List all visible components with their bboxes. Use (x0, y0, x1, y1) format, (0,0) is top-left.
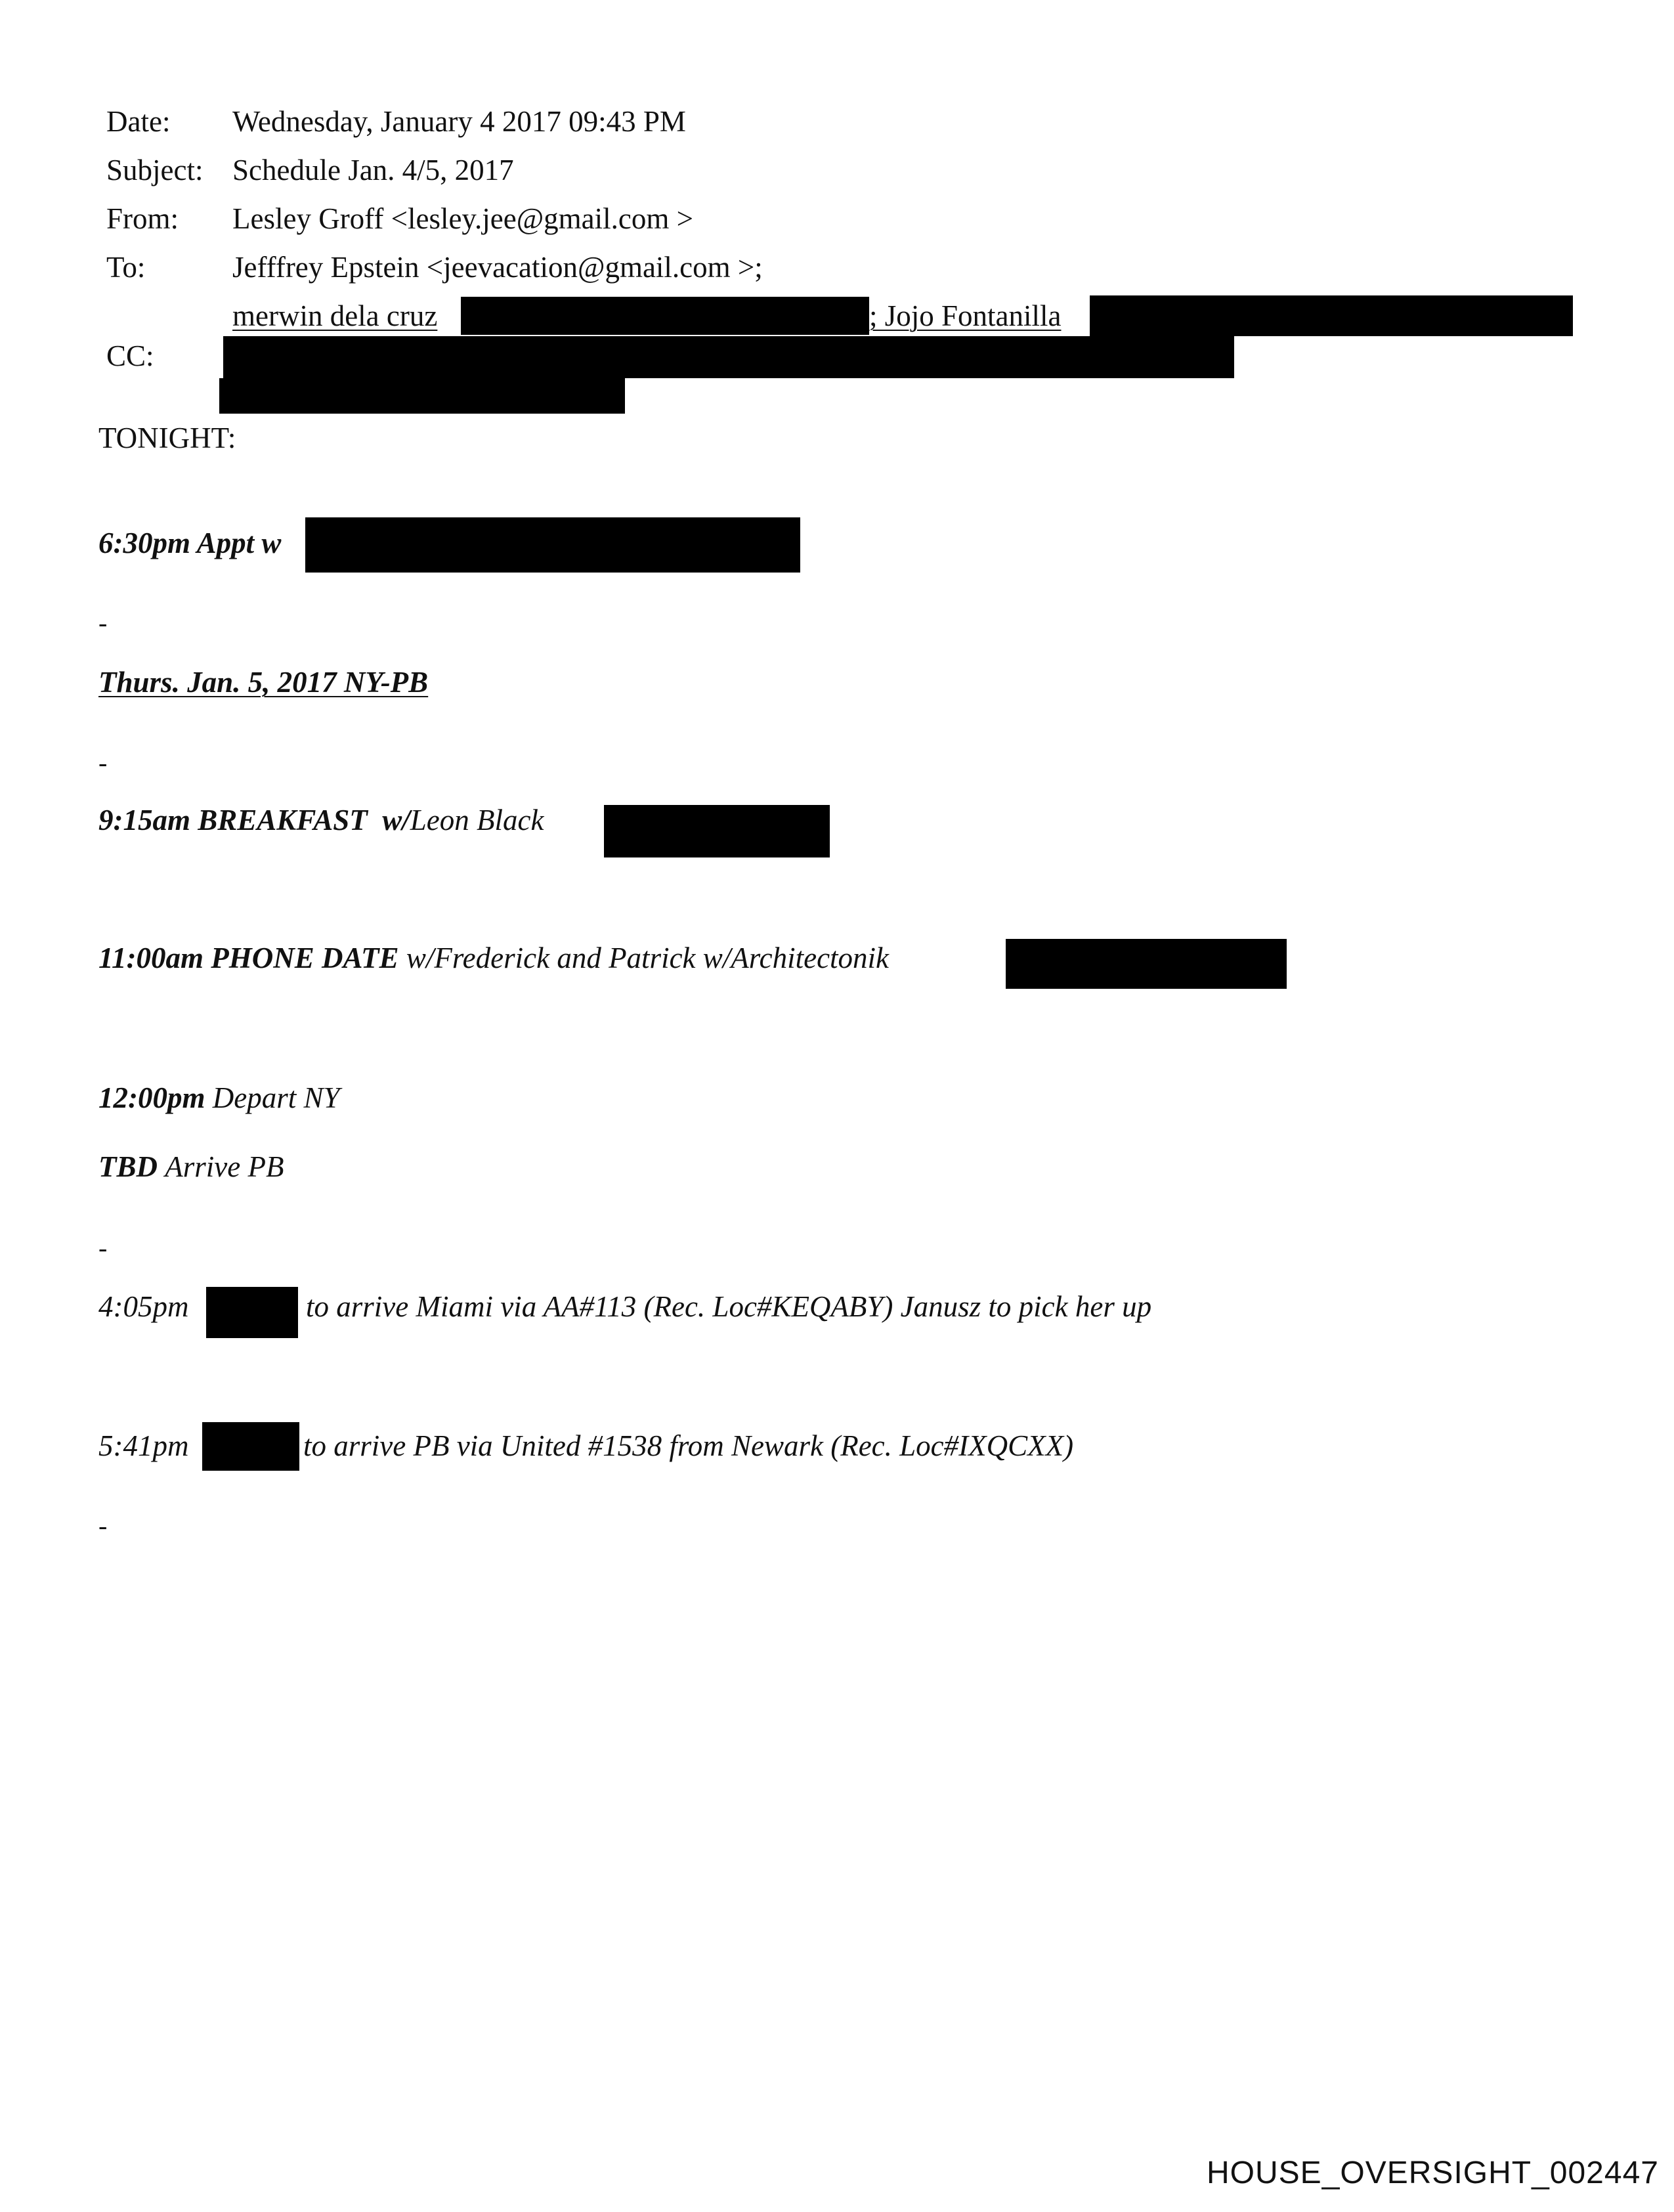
separator-dash: - (98, 748, 108, 777)
to-value-line1: Jefffrey Epstein <jeevacation@gmail.com >; (232, 251, 763, 284)
phone-time: 11:00am (98, 942, 204, 974)
from-value: Lesley Groff <lesley.jee@gmail.com > (232, 202, 693, 235)
bates-number: HOUSE_OVERSIGHT_002447 (1207, 2156, 1659, 2190)
redaction-block (202, 1422, 299, 1471)
to-recipient-jojo: ; Jojo Fontanilla (869, 299, 1062, 332)
redaction-block (305, 517, 800, 573)
to-label: To: (106, 251, 146, 284)
redaction-block (206, 1287, 298, 1338)
subject-value: Schedule Jan. 4/5, 2017 (232, 154, 514, 186)
redaction-block (1090, 295, 1573, 336)
breakfast-with: w/ (382, 804, 410, 836)
day-heading: Thurs. Jan. 5, 2017 NY-PB (98, 666, 429, 699)
flight2-time: 5:41pm (98, 1429, 189, 1462)
date-value: Wednesday, January 4 2017 09:43 PM (232, 105, 686, 138)
separator-dash: - (98, 608, 108, 638)
appt-time: 6:30pm (98, 527, 190, 559)
redaction-block (219, 378, 625, 414)
separator-dash: - (98, 1233, 108, 1263)
date-label: Date: (106, 105, 171, 138)
cc-label: CC: (106, 339, 154, 372)
phone-text: w/Frederick and Patrick w/Architectonik (406, 942, 890, 974)
to-recipient-merwin: merwin dela cruz (232, 299, 438, 332)
phone-label: PHONE DATE (211, 942, 399, 974)
flight2-text: to arrive PB via United #1538 from Newark (Rec. Loc#IXQCXX) (303, 1429, 1074, 1462)
depart-line (98, 1080, 340, 1116)
flight1-time: 4:05pm (98, 1290, 189, 1323)
from-label: From: (106, 202, 179, 235)
flight1-text: to arrive Miami via AA#113 (Rec. Loc#KEQABY) Janusz to pick her up (306, 1290, 1152, 1323)
appt-line (98, 525, 281, 561)
redaction-block (1006, 939, 1287, 989)
redaction-block (461, 297, 869, 335)
arrive-line (98, 1149, 284, 1184)
appt-text: Appt w (196, 527, 282, 559)
breakfast-person: Leon Black (410, 804, 544, 836)
depart-time: 12:00pm (98, 1081, 205, 1114)
breakfast-line (98, 802, 544, 838)
redaction-block (223, 336, 1234, 378)
depart-text: Depart NY (212, 1081, 340, 1114)
tonight-label: TONIGHT: (98, 422, 236, 454)
breakfast-time: 9:15am (98, 804, 190, 836)
arrive-time: TBD (98, 1150, 158, 1183)
breakfast-label: BREAKFAST (198, 804, 368, 836)
separator-dash: - (98, 1511, 108, 1540)
subject-label: Subject: (106, 154, 204, 186)
redaction-block (604, 805, 830, 857)
arrive-text: Arrive PB (165, 1150, 284, 1183)
phone-line (98, 940, 889, 976)
